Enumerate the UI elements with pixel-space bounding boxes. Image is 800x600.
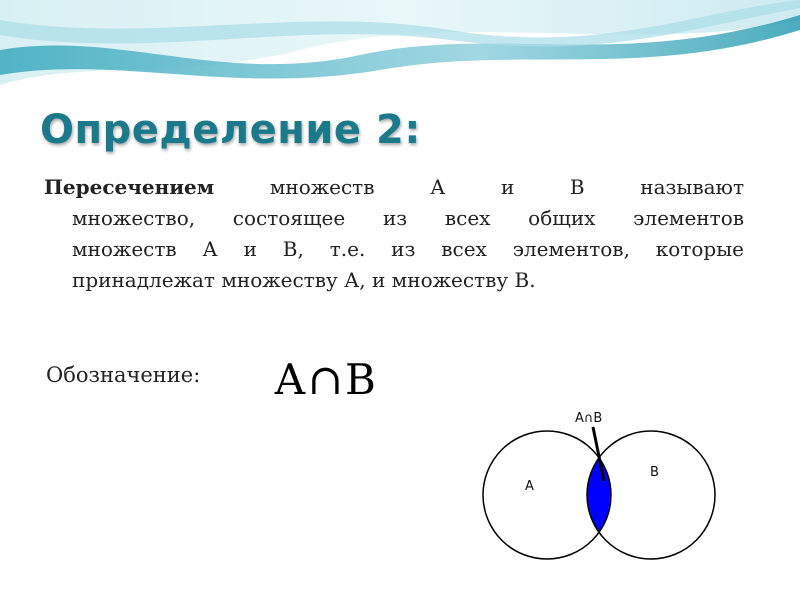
slide-title: Определение 2: — [40, 107, 421, 153]
header-wave-decoration — [0, 0, 800, 95]
venn-label-a: A — [525, 479, 534, 494]
definition-line-4: принадлежат множеству А, и множеству В. — [72, 268, 536, 292]
definition-line-1 — [44, 172, 744, 203]
venn-label-intersection: A∩B — [575, 411, 603, 426]
definition-line-2: множество, состоящее из всех общих элементов — [72, 206, 744, 230]
notation-formula: А∩В — [274, 355, 378, 404]
venn-label-b: B — [650, 465, 659, 480]
definition-term: Пересечением — [44, 175, 215, 199]
definition-line-3: множеств А и В, т.е. из всех элементов, которые — [72, 237, 744, 261]
notation-label: Обозначение: — [46, 363, 201, 387]
venn-diagram — [475, 399, 719, 579]
definition-text — [44, 172, 744, 296]
venn-diagram-svg — [475, 399, 719, 579]
definition-line-1-rest: множеств А и В называют — [269, 175, 745, 199]
